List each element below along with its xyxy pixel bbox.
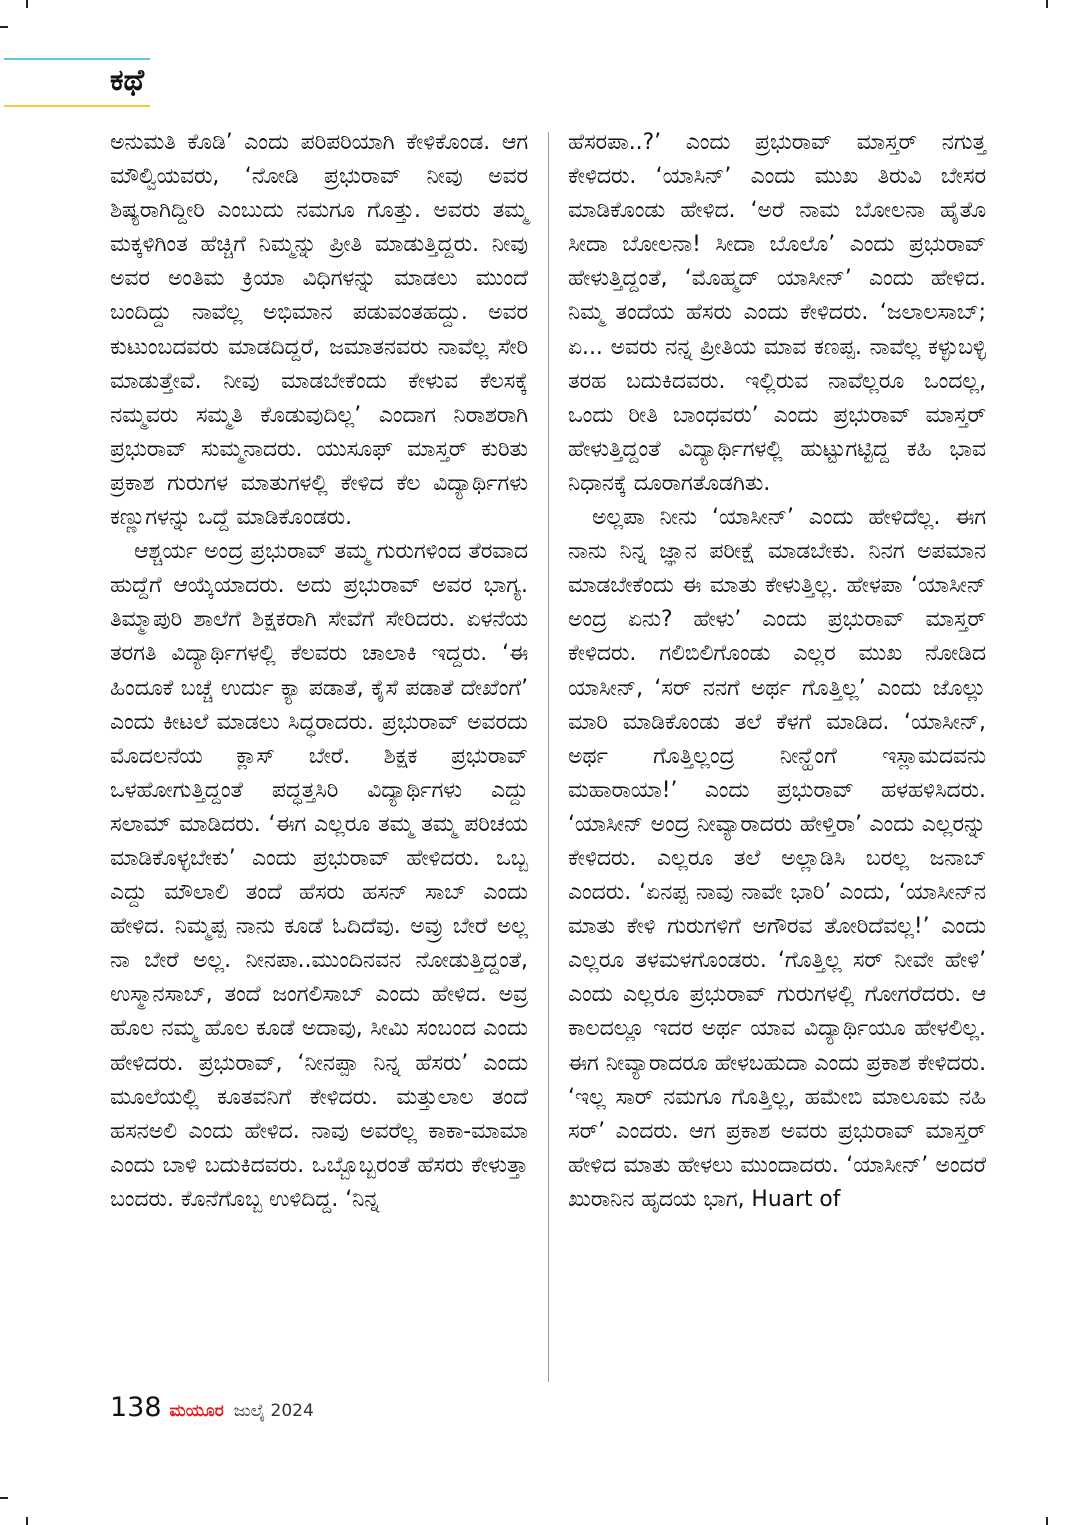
section-header xyxy=(0,58,150,110)
paragraph: ಆಶ್ಚರ್ಯ ಅಂದ್ರ ಪ್ರಭುರಾವ್ ತಮ್ಮ ಗುರುಗಳಿಂದ ತೆರವಾದ ಹುದ್ದೆಗೆ ಆಯ್ಕೆಯಾದರು. ಅದು ಪ್ರಭುರಾವ್ ಅವರ ಭಾಗ್ಯ. ತಿಮ್ಮಾಪುರಿ ಶಾಲೆಗೆ ಶಿಕ್ಷಕರಾಗಿ ಸೇವೆಗೆ ಸೇರಿದರು. ಏಳನೆಯ ತರಗತಿ ವಿದ್ಯಾರ್ಥಿಗಳಲ್ಲಿ ಕೆಲವರು ಚಾಲಾಕಿ ಇದ್ದರು. ‘ಈ ಹಿಂದೂಕೆ ಬಚ್ಚೆ ಉರ್ದು ಕ್ಯಾ ಪಡಾತೆ, ಕೈಸೆ ಪಡಾತೆ ದೇಖೆಂಗೆ’ ಎಂದು ಕೀಟಲೆ ಮಾಡಲು ಸಿದ್ಧರಾದರು. ಪ್ರಭುರಾವ್ ಅವರದು ಮೊದಲನೆಯ ಕ್ಲಾಸ್ ಬೇರೆ. ಶಿಕ್ಷಕ ಪ್ರಭುರಾವ್ ಒಳಹೋಗುತ್ತಿದ್ದಂತೆ ಪದ್ಧತ್ತಸಿರಿ ವಿದ್ಯಾರ್ಥಿಗಳು ಎದ್ದು ಸಲಾಮ್ ಮಾಡಿದರು. ‘ಈಗ ಎಲ್ಲರೂ ತಮ್ಮ ತಮ್ಮ ಪರಿಚಯ ಮಾಡಿಕೊಳ್ಳಬೇಕು’ ಎಂದು ಪ್ರಭುರಾವ್ ಹೇಳಿದರು. ಒಬ್ಬ ಎದ್ದು ಮೌಲಾಲಿ ತಂದೆ ಹೆಸರು ಹಸನ್ ಸಾಬ್ ಎಂದು ಹೇಳಿದ. ನಿಮ್ಮಪ್ಪ ನಾನು ಕೂಡೆ ಓದಿದೆವು. ಅವ್ರು ಬೇರೆ ಅಲ್ಲ ನಾ ಬೇರೆ ಅಲ್ಲ. ನೀನಪಾ..ಮುಂದಿನವನ ನೋಡುತ್ತಿದ್ದಂತೆ, ಉಸ್ಮಾನಸಾಬ್, ತಂದೆ ಜಂಗಲಿಸಾಬ್ ಎಂದು ಹೇಳಿದ. ಅವ್ರ ಹೊಲ ನಮ್ಮ ಹೊಲ ಕೂಡೆ ಅದಾವು, ಸೀಮಿ ಸಂಬಂದ ಎಂದು ಹೇಳಿದರು. ಪ್ರಭುರಾವ್, ‘ನೀನಪ್ಪಾ ನಿನ್ನ ಹೆಸರು’ ಎಂದು ಮೂಲೆಯಲ್ಲಿ ಕೂತವನಿಗೆ ಕೇಳಿದರು. ಮತ್ತುಲಾಲ ತಂದೆ ಹಸನಅಲಿ ಎಂದು ಹೇಳಿದ. ನಾವು ಅವರೆಲ್ಲ ಕಾಕಾ-ಮಾಮಾ ಎಂದು ಬಾಳಿ ಬದುಕಿದವರು. ಒಬ್ಬೊಬ್ಬರಂತೆ ಹೆಸರು ಕೇಳುತ್ತಾ ಬಂದರು. ಕೊನೆಗೊಬ್ಬ ಉಳಿದಿದ್ದ. ‘ನಿನ್ನ xyxy=(110,539,528,1212)
issue-date: ಜುಲೈ 2024 xyxy=(233,1401,314,1421)
paragraph: ಅಲ್ಲಪಾ ನೀನು ‘ಯಾಸೀನ್’ ಎಂದು ಹೇಳಿದೆಲ್ಲ. ಈಗ ನಾನು ನಿನ್ನ ಜ್ಞಾನ ಪರೀಕ್ಷೆ ಮಾಡಬೇಕು. ನಿನಗ ಅಪಮಾನ ಮಾಡಬೇಕೆಂದು ಈ ಮಾತು ಕೇಳುತ್ತಿಲ್ಲ. ಹೇಳಪಾ ‘ಯಾಸೀನ್ ಅಂದ್ರ ಏನು? ಹೇಳು’ ಎಂದು ಪ್ರಭುರಾವ್ ಮಾಸ್ತರ್ ಕೇಳಿದರು. ಗಲಿಬಿಲಿಗೊಂಡು ಎಲ್ಲರ ಮುಖ ನೋಡಿದ ಯಾಸೀನ್, ‘ಸರ್ ನನಗೆ ಅರ್ಥ ಗೊತ್ತಿಲ್ಲ’ ಎಂದು ಜೊಲ್ಲು ಮಾರಿ ಮಾಡಿಕೊಂಡು ತಲೆ ಕೆಳಗೆ ಮಾಡಿದ. ‘ಯಾಸೀನ್, ಅರ್ಥ ಗೊತ್ತಿಲ್ಲಂದ್ರ ನೀನ್ಹೆಂಗೆ ಇಸ್ಲಾಮದವನು ಮಹಾರಾಯಾ!’ ಎಂದು ಪ್ರಭುರಾವ್ ಹಳಹಳಿಸಿದರು. ‘ಯಾಸೀನ್ ಅಂದ್ರ ನೀವ್ಯಾರಾದರು ಹೇಳ್ತಿರಾ’ ಎಂದು ಎಲ್ಲರನ್ನು ಕೇಳಿದರು. ಎಲ್ಲರೂ ತಲೆ ಅಲ್ಲಾಡಿಸಿ ಬರಲ್ಲ ಜನಾಬ್ ಎಂದರು. ‘ಏನಪ್ಪ ನಾವು ನಾವೇ ಭಾರಿ’ ಎಂದು, ‘ಯಾಸೀನ್‌ನ ಮಾತು ಕೇಳಿ ಗುರುಗಳಿಗೆ ಅಗೌರವ ತೋರಿದೆವಲ್ಲ!’ ಎಂದು ಎಲ್ಲರೂ ತಳಮಳಗೊಂಡರು. ‘ಗೊತ್ತಿಲ್ಲ ಸರ್ ನೀವೇ ಹೇಳಿ’ ಎಂದು ಎಲ್ಲರೂ ಪ್ರಭುರಾವ್ ಗುರುಗಳಲ್ಲಿ ಗೋಗರೆದರು. ಆ ಕಾಲದಲ್ಲೂ ಇದರ ಅರ್ಥ ಯಾವ ವಿದ್ಯಾರ್ಥಿಯೂ ಹೇಳಲಿಲ್ಲ. ಈಗ ನೀವ್ಯಾರಾದರೂ ಹೇಳಬಹುದಾ ಎಂದು ಪ್ರಕಾಶ ಕೇಳಿದರು. ‘ಇಲ್ಲ ಸಾರ್ ನಮಗೂ ಗೊತ್ತಿಲ್ಲ, ಹಮೇಬಿ ಮಾಲೂಮ ನಹಿ ಸರ್’ ಎಂದರು. ಆಗ ಪ್ರಕಾಶ ಅವರು ಪ್ರಭುರಾವ್ ಮಾಸ್ತರ್ ಹೇಳಿದ ಮಾತು ಹೇಳಲು ಮುಂದಾದರು. ‘ಯಾಸೀನ್’ ಅಂದರೆ ಖುರಾನಿನ ಹೃದಯ ಭಾಗ, Huart of xyxy=(568,505,986,1212)
section-title: ಕಥೆ xyxy=(110,63,145,98)
crop-mark-top-right-vertical xyxy=(1046,0,1048,8)
page-footer xyxy=(110,1392,314,1428)
crop-mark-top-left-horizontal xyxy=(0,26,8,28)
crop-mark-bottom-left-horizontal xyxy=(0,1497,8,1499)
paragraph: ಹೆಸರಪಾ..?’ ಎಂದು ಪ್ರಭುರಾವ್ ಮಾಸ್ತರ್ ನಗುತ್ತ ಕೇಳಿದರು. ‘ಯಾಸಿನ್’ ಎಂದು ಮುಖ ತಿರುವಿ ಬೇಸರ ಮಾಡಿಕೊಂಡು ಹೇಳಿದ. ‘ಅರೆ ನಾಮ ಬೋಲನಾ ಹೈತೊ ಸೀದಾ ಬೋಲನಾ! ಸೀದಾ ಬೊಲೊ’ ಎಂದು ಪ್ರಭುರಾವ್ ಹೇಳುತ್ತಿದ್ದಂತೆ, ‘ಮೊಹ್ಮದ್ ಯಾಸೀನ್’ ಎಂದು ಹೇಳಿದ. ನಿಮ್ಮ ತಂದೆಯ ಹೆಸರು ಎಂದು ಕೇಳಿದರು. ‘ಜಲಾಲಸಾಬ್; ಏ... ಅವರು ನನ್ನ ಪ್ರೀತಿಯ ಮಾವ ಕಣಪ್ಪ. ನಾವೆಲ್ಲ ಕಳ್ಳುಬಳ್ಳಿ ತರಹ ಬದುಕಿದವರು. ಇಲ್ಲಿರುವ ನಾವೆಲ್ಲರೂ ಒಂದಲ್ಲ, ಒಂದು ರೀತಿ ಬಾಂಧವರು’ ಎಂದು ಪ್ರಭುರಾವ್ ಮಾಸ್ತರ್ ಹೇಳುತ್ತಿದ್ದಂತೆ ವಿದ್ಯಾರ್ಥಿಗಳಲ್ಲಿ ಹುಟ್ಟುಗಟ್ಟಿದ್ದ ಕಹಿ ಭಾವ ನಿಧಾನಕ್ಕೆ ದೂರಾಗತೊಡಗಿತು. xyxy=(568,130,986,496)
page-number: 138 xyxy=(110,1392,162,1423)
crop-mark-bottom-right-vertical xyxy=(1046,1517,1048,1525)
article-column-right xyxy=(568,126,986,1217)
header-rule-bottom xyxy=(4,105,150,107)
column-divider xyxy=(548,132,549,1382)
magazine-logo: ಮಯೂರ xyxy=(169,1401,224,1421)
paragraph: ಅನುಮತಿ ಕೊಡಿ’ ಎಂದು ಪರಿಪರಿಯಾಗಿ ಕೇಳಿಕೊಂಡ. ಆಗ ಮೌಲ್ವಿಯವರು, ‘ನೋಡಿ ಪ್ರಭುರಾವ್ ನೀವು ಅವರ ಶಿಷ್ಯರಾಗಿದ್ದೀರಿ ಎಂಬುದು ನಮಗೂ ಗೊತ್ತು. ಅವರು ತಮ್ಮ ಮಕ್ಕಳಿಗಿಂತ ಹೆಚ್ಚಿಗೆ ನಿಮ್ಮನ್ನು ಪ್ರೀತಿ ಮಾಡುತ್ತಿದ್ದರು. ನೀವು ಅವರ ಅಂತಿಮ ಕ್ರಿಯಾ ವಿಧಿಗಳನ್ನು ಮಾಡಲು ಮುಂದೆ ಬಂದಿದ್ದು ನಾವೆಲ್ಲ ಅಭಿಮಾನ ಪಡುವಂತಹದ್ದು. ಅವರ ಕುಟುಂಬದವರು ಮಾಡದಿದ್ದರೆ, ಜಮಾತನವರು ನಾವೆಲ್ಲ ಸೇರಿ ಮಾಡುತ್ತೇವೆ. ನೀವು ಮಾಡಬೇಕೆಂದು ಕೇಳುವ ಕೆಲಸಕ್ಕೆ ನಮ್ಮವರು ಸಮ್ಮತಿ ಕೊಡುವುದಿಲ್ಲ’ ಎಂದಾಗ ನಿರಾಶರಾಗಿ ಪ್ರಭುರಾವ್ ಸುಮ್ಮನಾದರು. ಯುಸೂಫ್ ಮಾಸ್ತರ್ ಕುರಿತು ಪ್ರಕಾಶ ಗುರುಗಳ ಮಾತುಗಳಲ್ಲಿ ಕೇಳಿದ ಕೆಲ ವಿದ್ಯಾರ್ಥಿಗಳು ಕಣ್ಣುಗಳನ್ನು ಒದ್ದೆ ಮಾಡಿಕೊಂಡರು. xyxy=(110,130,528,531)
crop-mark-top-left-vertical xyxy=(26,0,28,8)
header-rule-top xyxy=(4,58,150,60)
article-column-left xyxy=(110,126,528,1217)
crop-mark-bottom-left-vertical xyxy=(26,1517,28,1525)
